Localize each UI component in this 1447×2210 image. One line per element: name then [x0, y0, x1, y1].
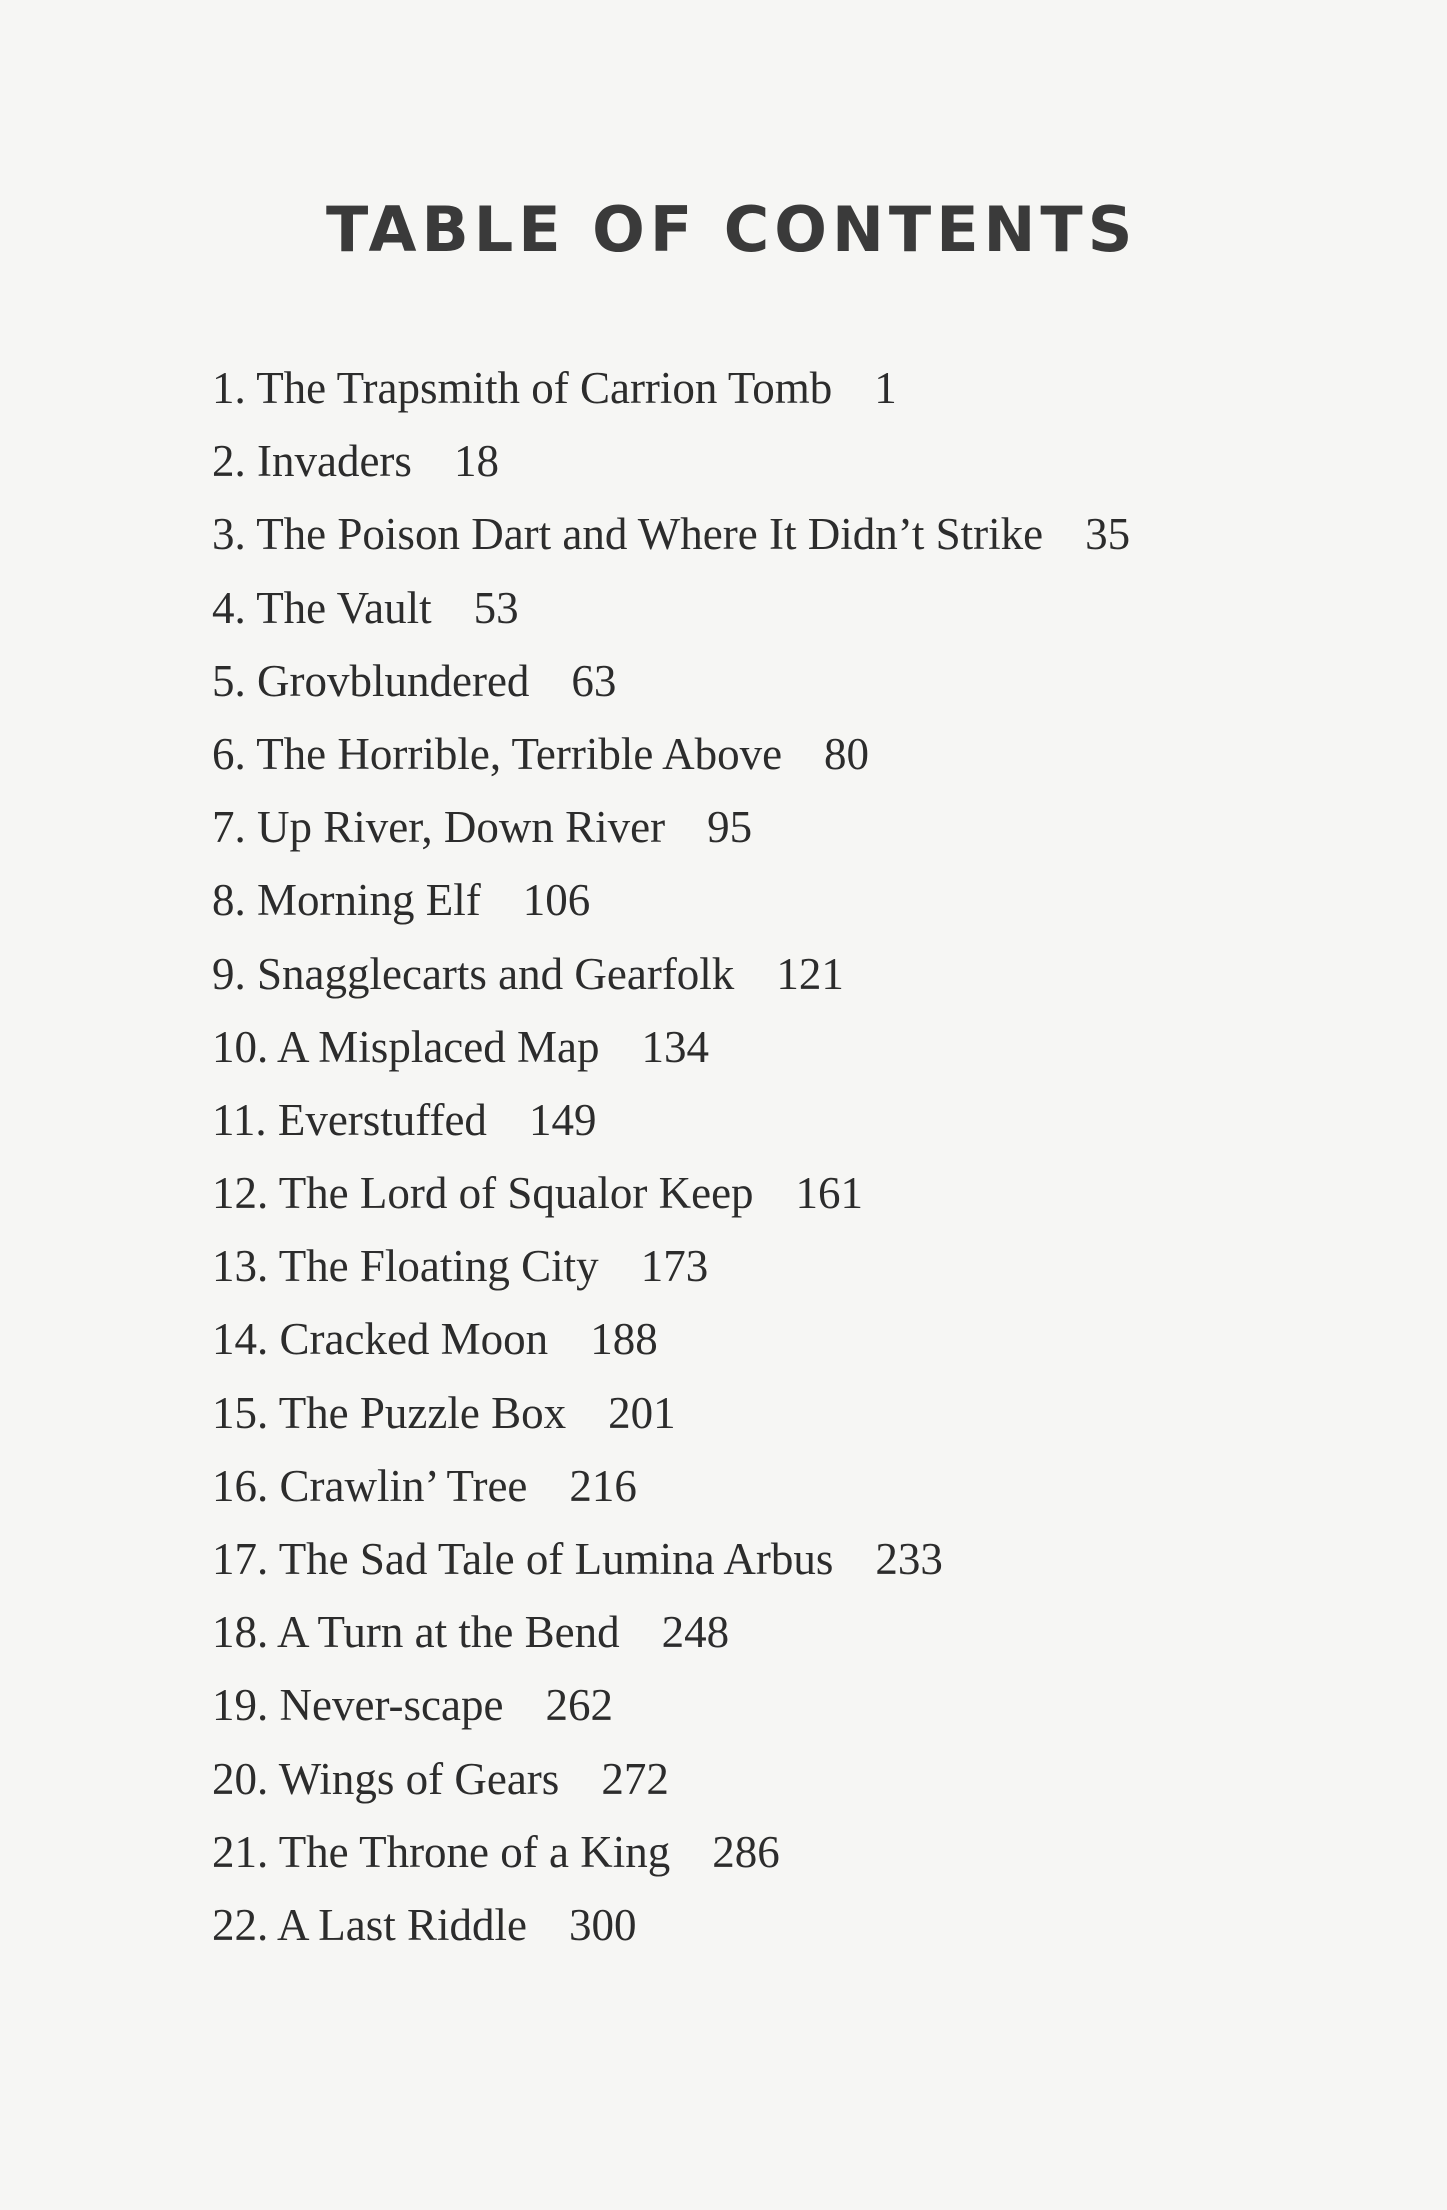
chapter-title: The Poison Dart and Where It Didn’t Strike	[256, 509, 1044, 560]
chapter-number: 15.	[212, 1387, 269, 1438]
chapter-number: 6.	[212, 728, 246, 779]
contents-entry	[212, 1596, 1130, 1669]
chapter-title: Crawlin’ Tree	[279, 1460, 528, 1511]
chapter-number: 20.	[212, 1753, 269, 1804]
chapter-number: 11.	[212, 1094, 267, 1145]
contents-entry	[212, 864, 1130, 937]
chapter-page-number: 216	[569, 1460, 637, 1511]
chapter-page-number: 121	[776, 948, 844, 999]
chapter-page-number: 53	[473, 582, 519, 633]
chapter-page-number: 95	[707, 802, 753, 853]
chapter-title: Up River, Down River	[257, 802, 666, 853]
chapter-number: 21.	[212, 1826, 269, 1877]
chapter-page-number: 161	[795, 1168, 864, 1219]
chapter-page-number: 300	[569, 1899, 637, 1950]
contents-entry	[212, 1889, 1130, 1962]
chapter-page-number: 173	[640, 1241, 709, 1292]
chapter-title: The Horrible, Terrible Above	[256, 728, 783, 779]
chapter-title: Never-scape	[279, 1680, 504, 1731]
chapter-title: A Misplaced Map	[277, 1021, 600, 1072]
contents-entry	[212, 352, 1130, 425]
contents-entry	[212, 425, 1130, 498]
contents-entry	[212, 1377, 1130, 1450]
contents-entry	[212, 1816, 1130, 1889]
chapter-page-number: 286	[712, 1826, 780, 1877]
chapter-title: The Floating City	[278, 1241, 599, 1292]
contents-entry	[212, 1303, 1130, 1376]
chapter-title: The Puzzle Box	[278, 1387, 567, 1438]
contents-entry	[212, 645, 1130, 718]
contents-list	[212, 352, 1130, 1962]
contents-entry	[212, 1230, 1130, 1303]
chapter-number: 9.	[212, 948, 246, 999]
chapter-title: The Throne of a King	[278, 1826, 671, 1877]
chapter-number: 12.	[212, 1168, 269, 1219]
contents-entry	[212, 1084, 1130, 1157]
chapter-page-number: 201	[608, 1387, 676, 1438]
chapter-page-number: 63	[571, 655, 617, 706]
chapter-number: 13.	[212, 1241, 269, 1292]
chapter-title: Cracked Moon	[279, 1314, 549, 1365]
contents-entry	[212, 572, 1130, 645]
chapter-title: The Lord of Squalor Keep	[278, 1168, 754, 1219]
chapter-number: 3.	[212, 509, 246, 560]
chapter-page-number: 262	[545, 1680, 613, 1731]
chapter-number: 22.	[212, 1899, 269, 1950]
chapter-page-number: 106	[522, 875, 591, 926]
contents-entry	[212, 718, 1130, 791]
chapter-number: 2.	[212, 436, 246, 487]
chapter-title: Everstuffed	[277, 1094, 487, 1145]
chapter-title: The Sad Tale of Lumina Arbus	[278, 1534, 834, 1584]
chapter-number: 14.	[212, 1314, 269, 1365]
chapter-number: 17.	[212, 1534, 269, 1584]
chapter-number: 16.	[212, 1460, 269, 1511]
contents-entry	[212, 1523, 1130, 1596]
contents-entry	[212, 1011, 1130, 1084]
chapter-page-number: 18	[453, 436, 499, 487]
chapter-page-number: 134	[641, 1021, 709, 1072]
chapter-page-number: 233	[875, 1534, 943, 1584]
chapter-number: 8.	[212, 875, 246, 926]
chapter-number: 18.	[212, 1607, 269, 1658]
chapter-title: The Vault	[256, 582, 432, 633]
contents-entry	[212, 1450, 1130, 1523]
chapter-page-number: 35	[1085, 509, 1131, 560]
chapter-page-number: 272	[601, 1753, 669, 1804]
chapter-title: Snagglecarts and Gearfolk	[257, 948, 735, 999]
chapter-page-number: 248	[661, 1607, 730, 1658]
page-title: TABLE OF CONTENTS	[326, 193, 1138, 266]
chapter-title: Morning Elf	[257, 875, 481, 926]
contents-entry	[212, 1669, 1130, 1742]
chapter-title: A Last Riddle	[277, 1899, 528, 1950]
chapter-page-number: 149	[528, 1094, 597, 1145]
chapter-number: 4.	[212, 582, 246, 633]
chapter-title: Wings of Gears	[278, 1753, 560, 1804]
contents-entry	[212, 1157, 1130, 1230]
contents-entry	[212, 498, 1130, 571]
chapter-title: The Trapsmith of Carrion Tomb	[256, 363, 833, 413]
contents-entry	[212, 938, 1130, 1011]
chapter-page-number: 80	[824, 728, 870, 779]
chapter-page-number: 188	[590, 1314, 658, 1365]
chapter-number: 1.	[212, 363, 246, 413]
chapter-number: 7.	[212, 802, 246, 853]
chapter-title: A Turn at the Bend	[277, 1607, 620, 1658]
contents-entry	[212, 791, 1130, 864]
contents-entry	[212, 1743, 1130, 1816]
chapter-number: 5.	[212, 655, 246, 706]
chapter-title: Grovblundered	[257, 655, 530, 706]
chapter-page-number: 1	[874, 363, 897, 413]
chapter-number: 19.	[212, 1680, 269, 1731]
chapter-title: Invaders	[257, 436, 412, 487]
chapter-number: 10.	[212, 1021, 269, 1072]
